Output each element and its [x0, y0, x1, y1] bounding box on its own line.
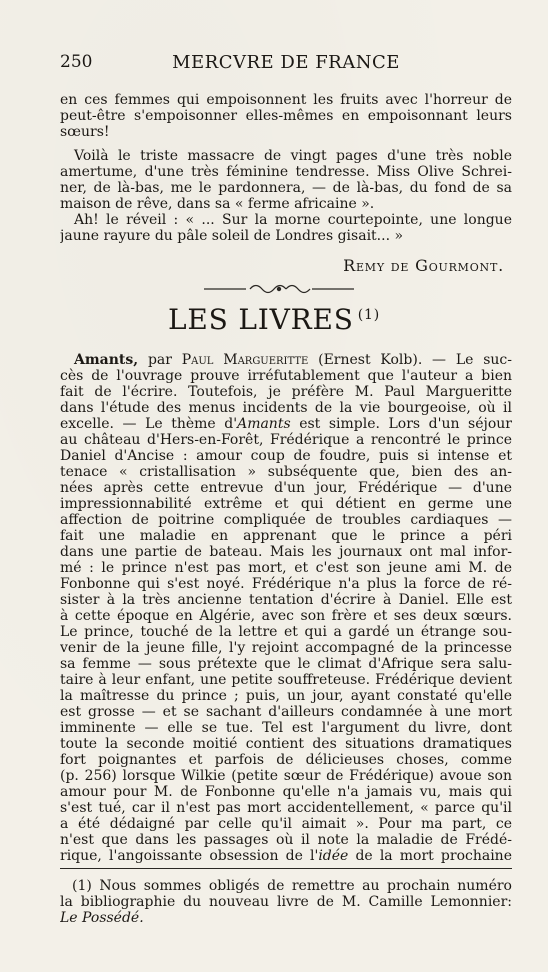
italic-title: Amants — [237, 416, 291, 432]
text-segment: excelle. — Le thème d' — [60, 416, 238, 432]
paragraph-line: dans une partie de bateau. Mais les journaux ont mal infor- — [60, 544, 512, 560]
paragraph-line: ner, de là-bas, me le pardonnera, — de là-bas, du fond de sa — [60, 180, 512, 196]
paragraph-line: (p. 256) lorsque Wilkie (petite sœur de Frédérique) avoue son — [60, 768, 512, 784]
paragraph-line: jaune rayure du pâle soleil de Londres gisait... » — [60, 228, 404, 244]
paragraph-line — [60, 416, 512, 432]
paragraph-line — [60, 848, 512, 864]
paragraph-line: est grosse — et se sachant d'ailleurs condamnée à une mort — [60, 704, 512, 720]
review-first-line — [60, 352, 512, 368]
paragraph-line: Le prince, touché de la lettre et qui a gardé un étrange sou- — [60, 624, 512, 640]
paragraph-line: sœurs! — [60, 124, 110, 140]
book-author: Paul Margueritte — [181, 352, 309, 368]
paragraph-line: fort poignantes et parfois de délicieuses choses, comme — [60, 752, 512, 768]
paragraph-line: imminente — elle se tue. Tel est l'argument du livre, dont — [60, 720, 512, 736]
section-title — [0, 303, 548, 336]
paragraph-line: peut-être s'empoisonner elles-mêmes en empoisonnant leurs — [60, 108, 512, 124]
footnote-separator — [60, 868, 512, 869]
paragraph-line: fait de l'écrire. Toutefois, je préfère M. Paul Margueritte — [60, 384, 512, 400]
paragraph-line: sister à la très ancienne tentation d'écrire à Daniel. Elle est — [60, 592, 512, 608]
footnote-line: (1) Nous sommes obligés de remettre au prochain numéro — [72, 878, 512, 894]
paragraph-line: en ces femmes qui empoisonnent les fruits avec l'horreur de — [60, 92, 512, 108]
footnote-line: Le Possédé. — [60, 910, 144, 926]
paragraph-line: nées après cette entrevue d'un jour, Frédérique — d'une — [60, 480, 512, 496]
journal-title: MERCVRE DE FRANCE — [172, 52, 400, 73]
section-title-text: LES LIVRES — [168, 303, 354, 336]
text-segment: rique, l'angoissante obsession de l' — [60, 848, 319, 864]
paragraph-line: mé : le prince n'est pas mort, et c'est son jeune ami M. de — [60, 560, 512, 576]
paragraph-line: maison de rêve, dans sa « ferme africaine ». — [60, 196, 375, 212]
running-head — [60, 52, 512, 76]
publisher-text: (Ernest Kolb). — Le suc- — [308, 352, 512, 368]
paragraph-line: Ah! le réveil : « ... Sur la morne courtepointe, une longue — [74, 212, 512, 228]
page-number: 250 — [60, 52, 93, 72]
ornament-divider — [204, 281, 354, 297]
footnote-line: la bibliographie du nouveau livre de M. Camille Lemonnier: — [60, 894, 512, 910]
paragraph-line: tenace « cristallisation » subséquente que, bien des an- — [60, 464, 512, 480]
paragraph-line: au château d'Hers-en-Forêt, Frédérique a rencontré le prince — [60, 432, 512, 448]
paragraph-line: dans l'étude des menus incidents de la vie bourgeoise, où il — [60, 400, 512, 416]
paragraph-line: Voilà le triste massacre de vingt pages d'une très noble — [74, 148, 512, 164]
text-segment: de la mort prochaine — [348, 848, 512, 864]
by-text: par — [138, 352, 182, 368]
paragraph-line: impressionnabilité extrême et qui détient en germe une — [60, 496, 512, 512]
paragraph-line: n'est que dans les passages où il note la maladie de Frédé- — [60, 832, 512, 848]
paragraph-line: fait une maladie en apprenant que le prince a péri — [60, 528, 512, 544]
paragraph-line: sa femme — sous prétexte que le climat d'Afrique sera salu- — [60, 656, 512, 672]
paragraph-line: a été dédaigné par celle qu'il aimait ». Pour ma part, ce — [60, 816, 512, 832]
paragraph-line: Fonbonne qui s'est noyé. Frédérique n'a plus la force de ré- — [60, 576, 512, 592]
paragraph-line: taire à leur enfant, une petite souffreteuse. Frédérique devient — [60, 672, 512, 688]
paragraph-line: amour pour M. de Fonbonne qu'elle n'a jamais vu, mais qui — [60, 784, 512, 800]
book-title: Amants, — [74, 352, 139, 368]
footnote-marker: (1) — [357, 306, 380, 323]
paragraph-line: s'est tué, car il n'est pas mort accidentellement, « parce qu'il — [60, 800, 512, 816]
paragraph-line: amertume, d'une très féminine tendresse. Miss Olive Schrei- — [60, 164, 512, 180]
paragraph-line: toute la seconde moitié contient des situations dramatiques — [60, 736, 512, 752]
paragraph-line: cès de l'ouvrage prouve irréfutablement que l'auteur a bien — [60, 368, 512, 384]
paragraph-line: affection de poitrine compliquée de troubles cardiaques — — [60, 512, 512, 528]
paragraph-line: Daniel d'Ancise : amour coup de foudre, puis si intense et — [60, 448, 512, 464]
paragraph-line: la maîtresse du prince ; puis, un jour, ayant constaté qu'elle — [60, 688, 512, 704]
author-signature: Remy de Gourmont. — [343, 256, 504, 275]
text-segment: est simple. Lors d'un séjour — [290, 416, 512, 432]
paragraph-line: venir de la jeune fille, l'y rejoint accompagné de la princesse — [60, 640, 512, 656]
italic-word: idée — [318, 848, 349, 864]
paragraph-line: à cette époque en Algérie, avec son frère et ses deux sœurs. — [60, 608, 512, 624]
